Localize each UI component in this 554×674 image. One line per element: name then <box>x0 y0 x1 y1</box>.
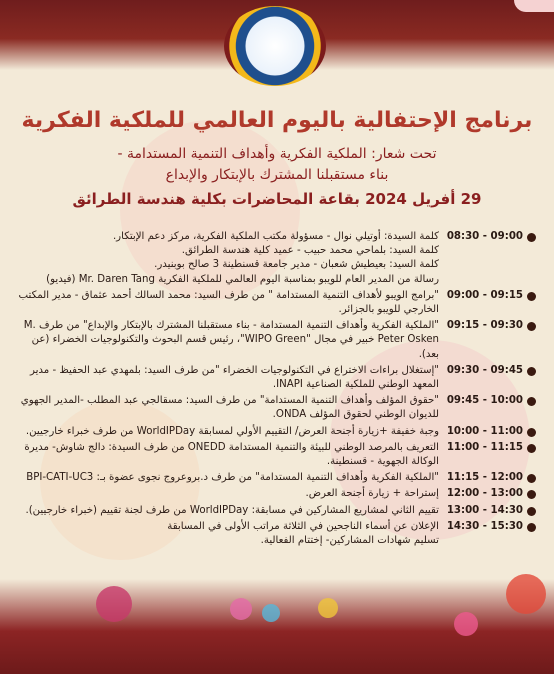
item-line: "إستغلال براءات الاختراع في التكنولوجيات الخضراء "من طرف السيد: بلمهدي عبد الحفيظ - مدير المعهد الوطني للملكية الصناعية INAPI. <box>29 364 439 391</box>
item-time: 09:15 - 09:30 <box>446 320 523 332</box>
item-line: إستراحة + زيارة أجنحة العرض. <box>305 488 439 500</box>
bullet-icon <box>527 523 536 532</box>
event-date: 29 أفريل 2024 بقاعة المحاضرات بكلية هندسة الطرائق <box>72 190 482 208</box>
item-time: 09:45 - 10:00 <box>446 395 523 407</box>
item-description <box>16 425 439 439</box>
item-description <box>16 289 439 317</box>
item-line: "الملكية الفكرية وأهداف التنمية المستدامة - بناء مستقبلنا المشترك بالإبتكار والإبداع" من طرف M. Peter Osken خبير في مجال "WIPO Green"، رئيس قسم البحوث والتكنولوجيات الخضراء (عن بعد). <box>23 320 439 360</box>
slogan-line-1: تحت شعار: الملكية الفكرية وأهداف التنمية المستدامة - <box>117 146 437 162</box>
item-time: 11:15 - 12:00 <box>446 472 523 484</box>
item-description <box>16 441 439 469</box>
bullet-icon <box>527 367 536 376</box>
bullet-icon <box>527 444 536 453</box>
item-description <box>16 504 439 518</box>
item-description <box>16 471 439 485</box>
bullet-icon <box>527 474 536 483</box>
item-line: رسالة من المدير العام للويبو بمناسبة اليوم العالمي للملكية الفكرية Mr. Daren Tang (فيديو) <box>46 273 439 285</box>
item-description <box>16 487 439 501</box>
item-time: 08:30 - 09:00 <box>446 231 523 242</box>
item-time: 12:00 - 13:00 <box>446 488 523 500</box>
item-line: كلمة السيد: بعيطيش شعبان - مدير جامعة قسنطينة 3 صالح بوبنيدر. <box>154 259 439 271</box>
bullet-icon <box>527 292 536 301</box>
item-description <box>16 319 439 362</box>
program-item <box>16 441 536 469</box>
program-item <box>16 394 536 422</box>
bullet-icon <box>527 322 536 331</box>
program-item <box>16 471 536 485</box>
program-item <box>16 504 536 518</box>
item-description <box>16 394 439 422</box>
item-line: "برامج الويبو لأهداف التنمية المستدامة " من طرف السيد: محمد السالك أحمد عثماق - مدير المكتب الخارجي للويبو بالجزائر. <box>18 289 439 316</box>
bullet-icon <box>527 490 536 499</box>
program-item <box>16 487 536 501</box>
item-line: الإعلان عن أسماء الناجحين في الثلاثة مراتب الأولى في المسابقة <box>167 520 439 532</box>
program-item <box>16 520 536 548</box>
item-line: كلمة السيد: بلماحي محمد حبيب - عميد كلية هندسة الطرائق. <box>181 245 439 257</box>
item-line: كلمة السيدة: أوتيلي نوال - مسؤولة مكتب الملكية الفكرية، مركز دعم الإبتكار. <box>112 231 439 242</box>
program-item <box>16 425 536 439</box>
item-description <box>16 230 439 287</box>
page-title: برنامج الإحتفالية باليوم العالمي للملكية الفكرية <box>21 108 533 133</box>
item-time: 14:30 - 15:30 <box>446 520 523 532</box>
program-item <box>16 319 536 362</box>
item-time: 09:30 - 09:45 <box>446 364 523 376</box>
bullet-icon <box>527 233 536 242</box>
item-line: "الملكية الفكرية وأهداف التنمية المستدامة" من طرف د.بروعروج نجوى عضوة بـ: BPI-CATI-UC3 <box>26 472 439 484</box>
item-line: تقييم الثاني لمشاريع المشاركين في مسابقة: WorldIPDay من طرف لجنة تقييم (خبراء خارجيين). <box>25 504 439 516</box>
item-description <box>16 520 439 548</box>
bullet-icon <box>527 428 536 437</box>
item-line: وجبة خفيفة +زيارة أجنحة العرض/ التقييم الأولي لمسابقة WorldIPDay من طرف خبراء خارجيين. <box>25 425 439 437</box>
item-time: 13:00 - 14:30 <box>446 504 523 516</box>
item-time: 10:00 - 11:00 <box>446 425 523 437</box>
slogan-line-2: بناء مستقبلنا المشترك بالإبتكار والإبداع <box>165 167 389 183</box>
bullet-icon <box>527 507 536 516</box>
item-description <box>16 364 439 392</box>
item-line: "حقوق المؤلف وأهداف التنمية المستدامة" من طرف السيد: مسقالجي عبد المطلب -المدير الجهوي للديوان الوطني لحقوق المؤلف ONDA. <box>20 395 439 421</box>
item-line: تسليم شهادات المشاركين- إختتام الفعالية. <box>260 535 439 547</box>
program-item <box>16 364 536 392</box>
program-list <box>16 230 536 550</box>
bullet-icon <box>527 397 536 406</box>
item-time: 09:00 - 09:15 <box>446 289 523 301</box>
item-time: 11:00 - 11:15 <box>446 441 523 453</box>
program-item <box>16 289 536 317</box>
item-line: التعريف بالمرصد الوطني للبيئة والتنمية المستدامة ONEDD من طرف السيدة: دالج شاوش- مديرة الوكالة الجهوية - قسنطينة. <box>24 441 439 468</box>
program-item <box>16 230 536 287</box>
